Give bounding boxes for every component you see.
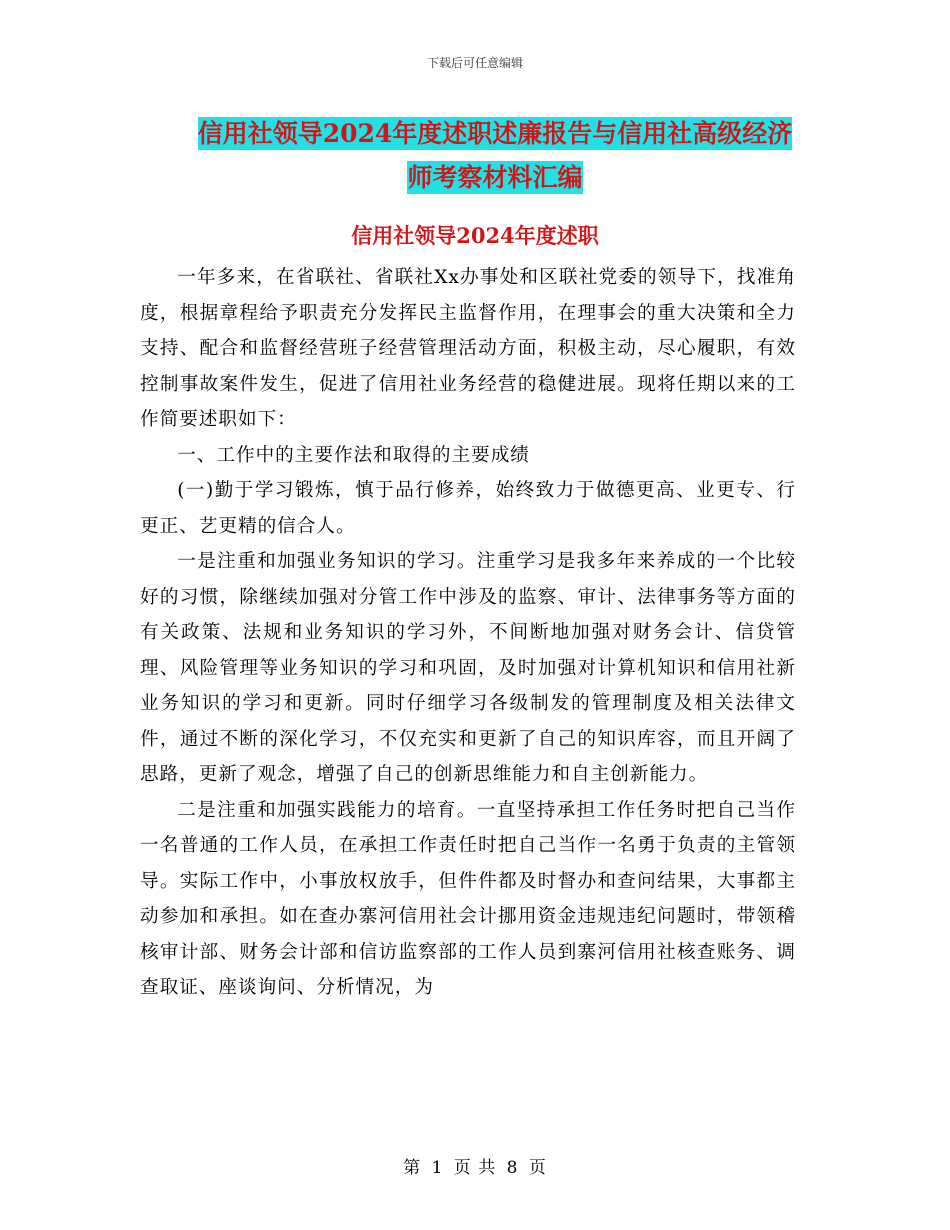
paragraph: 二是注重和加强实践能力的培育。一直坚持承担工作任务时把自己当作一名普通的工作人员，在承担工作责任时把自己当作一名勇于负责的主管领导。实际工作中，小事放权放手，但件件都及时督办和查问结果，大事都主动参加和承担。如在查办寨河信用社会计挪用资金违规违纪问题时，带领稽核审计部、财务会计部和信访监察部的工作人员到寨河信用社核查账务、调查取证、座谈询问、分析情况，为	[140, 799, 796, 998]
page-footer	[0, 1153, 950, 1178]
document-title-line-1: 信用社领导2024年度述职述廉报告与信用社高级经济	[197, 119, 793, 148]
document-title-line-2: 师考察材料汇编	[407, 163, 583, 192]
body-text	[140, 260, 796, 1006]
paragraph: (一)勤于学习锻炼，慎于品行修养，始终致力于做德更高、业更专、行更正、艺更精的信合人。	[140, 480, 796, 537]
paragraph: 一是注重和加强业务知识的学习。注重学习是我多年来养成的一个比较好的习惯，除继续加强对分管工作中涉及的监察、审计、法律事务等方面的有关政策、法规和业务知识的学习外，不间断地加强对财务会计、信贷管理、风险管理等业务知识的学习和巩固，及时加强对计算机知识和信用社新业务知识的学习和更新。同时仔细学习各级制发的管理制度及相关法律文件，通过不断的深化学习，不仅充实和更新了自己的知识库容，而且开阔了思路，更新了观念，增强了自己的创新思维能力和自主创新能力。	[140, 551, 796, 785]
header-note: 下载后可任意编辑	[426, 56, 523, 70]
paragraph: 一年多来，在省联社、省联社Xx办事处和区联社党委的领导下，找准角度，根据章程给予职责充分发挥民主监督作用，在理事会的重大决策和全力支持、配合和监督经营班子经营管理活动方面，积极主动，尽心履职，有效控制事故案件发生，促进了信用社业务经营的稳健进展。现将任期以来的工作简要述职如下：	[140, 267, 796, 430]
paragraph: 一、工作中的主要作法和取得的主要成绩	[177, 444, 530, 466]
page-total: 8	[506, 1158, 519, 1178]
document-title	[140, 112, 850, 200]
page-suffix: 页	[528, 1158, 547, 1178]
page-prefix: 第	[403, 1158, 422, 1178]
page-current: 1	[431, 1158, 444, 1178]
page-mid: 页 共	[453, 1158, 497, 1178]
section-title: 信用社领导2024年度述职	[351, 223, 599, 248]
